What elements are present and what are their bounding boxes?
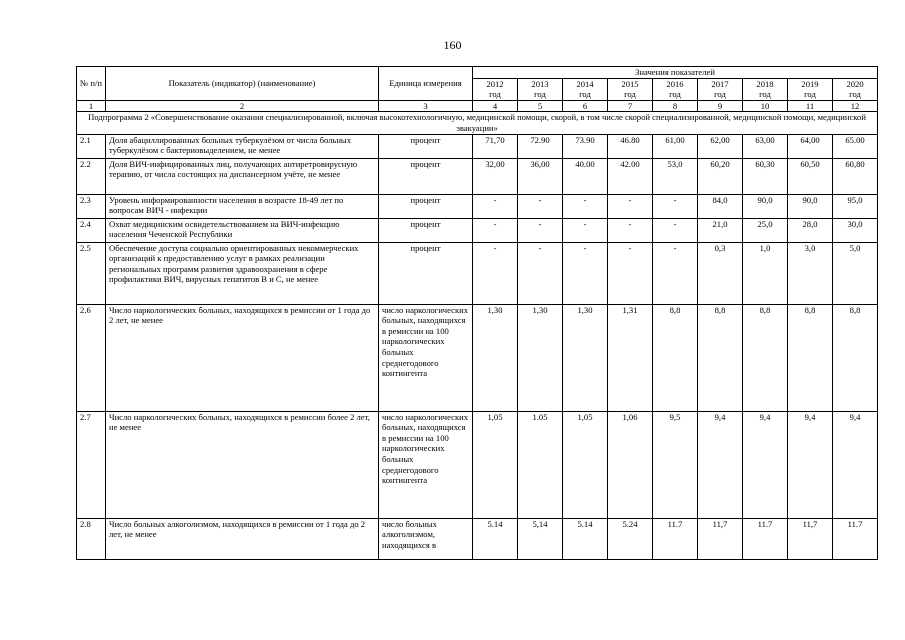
indicator-value: 84,0 <box>698 194 743 218</box>
col-header-indicator: Показатель (индикатор) (наименование) <box>106 67 379 101</box>
header-row-top <box>77 67 878 79</box>
column-number: 7 <box>608 100 653 112</box>
indicator-name: Число наркологических больных, находящихся в ремиссии от 1 года до 2 лет, не менее <box>106 304 379 411</box>
indicator-value: 21,0 <box>698 218 743 242</box>
indicator-value: 5.24 <box>608 518 653 559</box>
indicator-value: 11.7 <box>743 518 788 559</box>
year-header <box>473 78 518 100</box>
year-label: 2018 <box>756 78 774 89</box>
year-suffix: год <box>804 89 816 100</box>
row-number: 2.7 <box>77 411 106 518</box>
year-suffix: год <box>669 89 681 100</box>
indicator-value: - <box>608 242 653 304</box>
indicator-value: 73.90 <box>563 134 608 158</box>
year-suffix: год <box>849 89 861 100</box>
indicator-value: 11,7 <box>698 518 743 559</box>
year-label: 2012 <box>486 78 504 89</box>
unit-of-measure: процент <box>379 158 473 194</box>
column-number: 8 <box>653 100 698 112</box>
year-suffix: год <box>579 89 591 100</box>
table-row <box>77 134 878 158</box>
indicator-value: 60,30 <box>743 158 788 194</box>
year-suffix: год <box>624 89 636 100</box>
row-number: 2.3 <box>77 194 106 218</box>
indicator-value: 40.00 <box>563 158 608 194</box>
indicator-value: 65.00 <box>833 134 878 158</box>
indicator-value: 62,00 <box>698 134 743 158</box>
indicator-value: 28,0 <box>788 218 833 242</box>
table-row <box>77 242 878 304</box>
year-suffix: год <box>489 89 501 100</box>
year-label: 2016 <box>666 78 684 89</box>
indicator-value: - <box>563 218 608 242</box>
column-number: 3 <box>379 100 473 112</box>
indicator-value: 5,14 <box>518 518 563 559</box>
indicator-value: 1,30 <box>473 304 518 411</box>
year-header <box>563 78 608 100</box>
table-row <box>77 158 878 194</box>
indicator-value: 90,0 <box>743 194 788 218</box>
year-header <box>653 78 698 100</box>
col-header-unit: Единица измерения <box>379 67 473 101</box>
indicator-value: 60,50 <box>788 158 833 194</box>
indicator-value: 11.7 <box>653 518 698 559</box>
unit-of-measure: процент <box>379 242 473 304</box>
year-header <box>743 78 788 100</box>
indicator-name: Охват медицинским освидетельствованием на ВИЧ-инфекцию населения Чеченской Республики <box>106 218 379 242</box>
year-suffix: год <box>534 89 546 100</box>
year-suffix: год <box>759 89 771 100</box>
indicator-value: 5,0 <box>833 242 878 304</box>
year-label: 2020 <box>846 78 864 89</box>
indicator-value: 3,0 <box>788 242 833 304</box>
row-number: 2.4 <box>77 218 106 242</box>
indicator-value: - <box>608 194 653 218</box>
row-number: 2.8 <box>77 518 106 559</box>
column-number: 1 <box>77 100 106 112</box>
indicator-value: 8,8 <box>788 304 833 411</box>
indicator-value: 11,7 <box>788 518 833 559</box>
column-number: 12 <box>833 100 878 112</box>
indicator-value: - <box>653 218 698 242</box>
indicator-value: 30,0 <box>833 218 878 242</box>
indicator-name: Число больных алкоголизмом, находящихся в ремиссии от 1 года до 2 лет, не менее <box>106 518 379 559</box>
indicator-value: 53,0 <box>653 158 698 194</box>
table-row <box>77 194 878 218</box>
indicator-value: - <box>518 218 563 242</box>
unit-of-measure: число больных алкоголизмом, находящихся в <box>379 518 473 559</box>
year-label: 2017 <box>711 78 729 89</box>
indicator-value: - <box>608 218 653 242</box>
indicator-value: - <box>518 242 563 304</box>
row-number: 2.5 <box>77 242 106 304</box>
indicator-value: 25,0 <box>743 218 788 242</box>
col-header-num: № п/п <box>77 67 106 101</box>
indicator-value: 1,30 <box>563 304 608 411</box>
column-number-row <box>77 100 878 112</box>
column-number: 9 <box>698 100 743 112</box>
table-row <box>77 218 878 242</box>
year-header <box>698 78 743 100</box>
subprogram-row <box>77 112 878 134</box>
year-header <box>833 78 878 100</box>
indicator-value: - <box>653 194 698 218</box>
column-number: 10 <box>743 100 788 112</box>
indicator-value: 9,4 <box>743 411 788 518</box>
indicator-value: - <box>563 194 608 218</box>
indicator-value: 63,00 <box>743 134 788 158</box>
year-header <box>788 78 833 100</box>
column-number: 4 <box>473 100 518 112</box>
indicator-value: 8,8 <box>833 304 878 411</box>
year-header <box>518 78 563 100</box>
indicator-value: 9,5 <box>653 411 698 518</box>
indicator-value: 0,3 <box>698 242 743 304</box>
indicator-value: 8,8 <box>743 304 788 411</box>
column-number: 5 <box>518 100 563 112</box>
table-row <box>77 304 878 411</box>
indicator-value: 1,05 <box>473 411 518 518</box>
indicator-value: 9,4 <box>833 411 878 518</box>
year-label: 2013 <box>531 78 549 89</box>
indicator-value: 9,4 <box>698 411 743 518</box>
indicator-value: - <box>563 242 608 304</box>
indicator-value: - <box>653 242 698 304</box>
year-label: 2014 <box>576 78 594 89</box>
indicator-value: 72.90 <box>518 134 563 158</box>
indicator-value: 1,31 <box>608 304 653 411</box>
indicator-value: 36,00 <box>518 158 563 194</box>
year-label: 2019 <box>801 78 819 89</box>
indicator-value: 32,00 <box>473 158 518 194</box>
year-header <box>608 78 653 100</box>
table-row <box>77 518 878 559</box>
indicator-value: 61,00 <box>653 134 698 158</box>
year-label: 2015 <box>621 78 639 89</box>
indicator-value: - <box>473 218 518 242</box>
indicator-value: - <box>518 194 563 218</box>
indicator-value: 46.80 <box>608 134 653 158</box>
unit-of-measure: процент <box>379 218 473 242</box>
indicator-value: 1,0 <box>743 242 788 304</box>
unit-of-measure: число наркологических больных, находящихся в ремиссии на 100 наркологических больных среднегодового контингента <box>379 304 473 411</box>
indicator-value: - <box>473 194 518 218</box>
column-number: 11 <box>788 100 833 112</box>
row-number: 2.1 <box>77 134 106 158</box>
indicator-value: 71,70 <box>473 134 518 158</box>
unit-of-measure: процент <box>379 194 473 218</box>
indicator-name: Уровень информированности населения в возрасте 18-49 лет по вопросам ВИЧ - инфекции <box>106 194 379 218</box>
column-number: 2 <box>106 100 379 112</box>
indicator-value: 42.00 <box>608 158 653 194</box>
indicator-value: 1,05 <box>563 411 608 518</box>
col-header-values: Значения показателей <box>473 67 878 79</box>
indicator-value: 60,80 <box>833 158 878 194</box>
table-row <box>77 411 878 518</box>
subprogram-title: Подпрограмма 2 «Совершенствование оказания специализированной, включая высокотехнологичную, медицинской помощи, скорой, в том числе скорой специализированной, медицинской помощи, медицинской эвакуации» <box>77 112 878 134</box>
indicator-name: Доля ВИЧ-инфицированных лиц, получающих антиретровирусную терапию, от числа состоящих на диспансерном учёте, не менее <box>106 158 379 194</box>
indicator-name: Обеспечение доступа социально ориентированных некоммерческих организаций к предоставлению услуг в рамках реализации региональных программ развития здравоохранения в сфере профилактики ВИЧ, вирусных гепатитов В и С, не менее <box>106 242 379 304</box>
indicator-value: 60,20 <box>698 158 743 194</box>
indicator-value: 1.05 <box>518 411 563 518</box>
indicator-value: 11.7 <box>833 518 878 559</box>
indicator-value: 95,0 <box>833 194 878 218</box>
indicator-value: 1,06 <box>608 411 653 518</box>
indicator-value: 5.14 <box>563 518 608 559</box>
indicators-table <box>76 66 878 560</box>
row-number: 2.6 <box>77 304 106 411</box>
indicator-value: 8,8 <box>698 304 743 411</box>
unit-of-measure: процент <box>379 134 473 158</box>
indicator-name: Доля абациллированных больных туберкулёзом от числа больных туберкулёзом с бактериовыделением, не менее <box>106 134 379 158</box>
page-number: 160 <box>443 38 462 52</box>
unit-of-measure: число наркологических больных, находящихся в ремиссии на 100 наркологических больных среднегодового контингента <box>379 411 473 518</box>
indicator-value: - <box>473 242 518 304</box>
row-number: 2.2 <box>77 158 106 194</box>
column-number: 6 <box>563 100 608 112</box>
indicator-value: 5.14 <box>473 518 518 559</box>
indicator-name: Число наркологических больных, находящихся в ремиссии более 2 лет, не менее <box>106 411 379 518</box>
indicator-value: 9,4 <box>788 411 833 518</box>
indicator-value: 64,00 <box>788 134 833 158</box>
indicator-value: 8,8 <box>653 304 698 411</box>
year-suffix: год <box>714 89 726 100</box>
indicator-value: 1,30 <box>518 304 563 411</box>
indicator-value: 90,0 <box>788 194 833 218</box>
